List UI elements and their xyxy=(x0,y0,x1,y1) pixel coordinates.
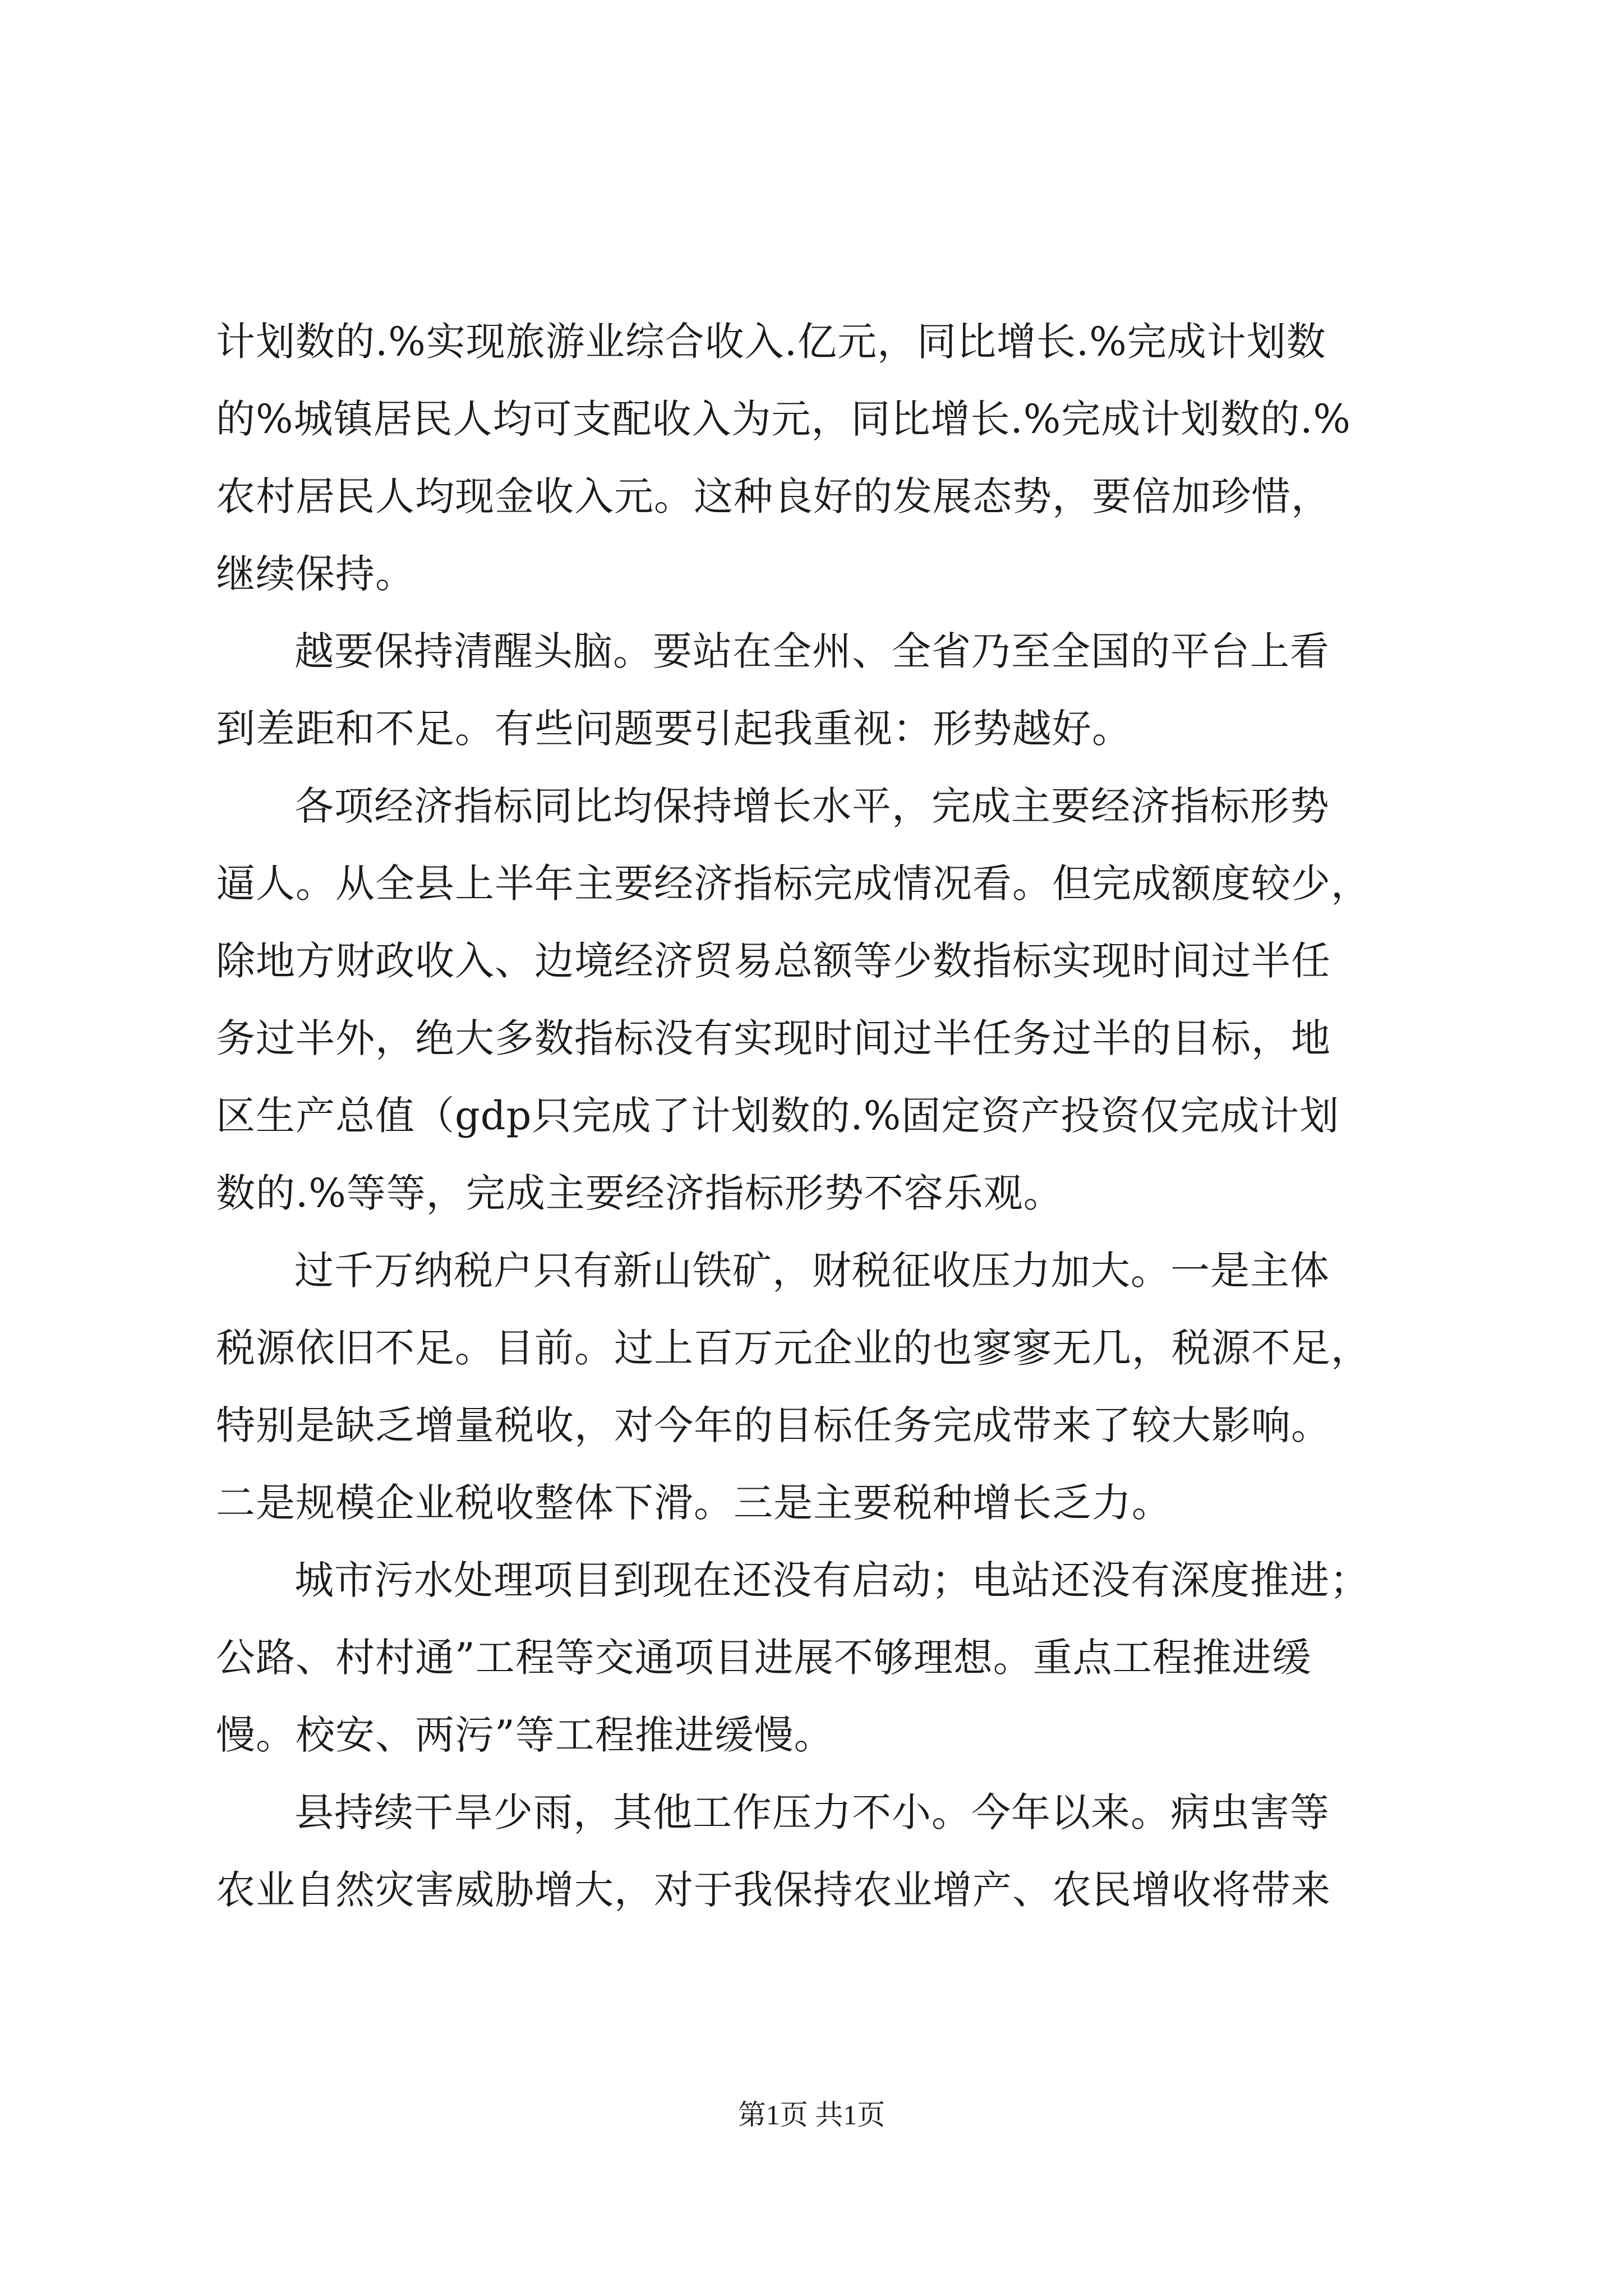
text-line: 农业自然灾害威胁增大，对于我保持农业增产、农民增收将带来 xyxy=(216,1867,1331,1913)
text-line: 计划数的.%实现旅游业综合收入.亿元，同比增长.%完成计划数 xyxy=(216,319,1326,365)
page-number-footer: 第1页 共1页 xyxy=(737,2099,886,2131)
text-line: 税源依旧不足。目前。过上百万元企业的也寥寥无几，税源不足， xyxy=(216,1325,1371,1371)
text-line: 到差距和不足。有些问题要引起我重视：形势越好。 xyxy=(216,706,1132,752)
text-line: 公路、村村通”工程等交通项目进展不够理想。重点工程推进缓 xyxy=(216,1635,1312,1681)
text-line: 特别是缺乏增量税收，对今年的目标任务完成带来了较大影响。 xyxy=(216,1402,1331,1448)
text-line: 继续保持。 xyxy=(216,551,415,597)
paragraph-6 xyxy=(216,1774,1472,1929)
document-body xyxy=(216,303,1472,1929)
text-line: 除地方财政收入、边境经济贸易总额等少数指标实现时间过半任 xyxy=(216,938,1331,984)
paragraph-3 xyxy=(216,767,1472,1232)
text-line: 越要保持清醒头脑。要站在全州、全省乃至全国的平台上看 xyxy=(294,628,1330,674)
text-line: 慢。校安、两污”等工程推进缓慢。 xyxy=(216,1712,834,1758)
text-line: 农村居民人均现金收入元。这种良好的发展态势，要倍加珍惜， xyxy=(216,473,1331,519)
text-line: 区生产总值（gdp只完成了计划数的.%固定资产投资仅完成计划 xyxy=(216,1093,1340,1139)
text-line: 县持续干旱少雨，其他工作压力不小。今年以来。病虫害等 xyxy=(294,1789,1330,1835)
text-line: 务过半外，绝大多数指标没有实现时间过半任务过半的目标，地 xyxy=(216,1015,1331,1061)
paragraph-1 xyxy=(216,303,1472,613)
paragraph-5 xyxy=(216,1542,1472,1774)
paragraph-2 xyxy=(216,613,1472,767)
paragraph-4 xyxy=(216,1232,1472,1542)
text-line: 数的.%等等，完成主要经济指标形势不容乐观。 xyxy=(216,1170,1063,1216)
text-line: 城市污水处理项目到现在还没有启动；电站还没有深度推进； xyxy=(294,1557,1370,1603)
text-line: 各项经济指标同比均保持增长水平，完成主要经济指标形势 xyxy=(294,783,1330,829)
text-line: 二是规模企业税收整体下滑。三是主要税种增长乏力。 xyxy=(216,1480,1172,1526)
text-line: 过千万纳税户只有新山铁矿，财税征收压力加大。一是主体 xyxy=(294,1248,1330,1294)
text-line: 逼人。从全县上半年主要经济指标完成情况看。但完成额度较少， xyxy=(216,861,1371,907)
text-line: 的%城镇居民人均可支配收入为元，同比增长.%完成计划数的.% xyxy=(216,396,1352,442)
